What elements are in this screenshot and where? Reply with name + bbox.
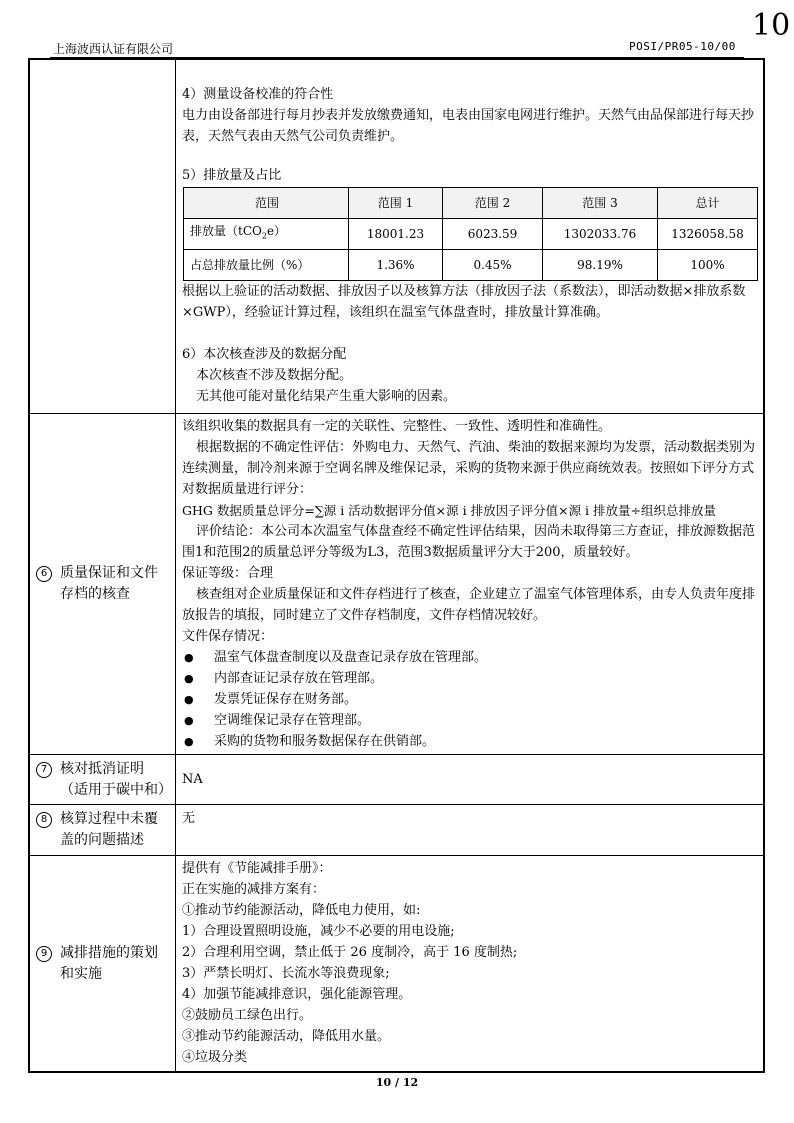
- bullet-text: 发票凭证保存在财务部。: [214, 692, 358, 707]
- section-6-content: [176, 414, 765, 755]
- header-doc-code: POSI/PR05-10/00: [629, 40, 736, 53]
- sec6-file-storage-heading: 文件保存情况：: [182, 629, 274, 644]
- page-footer: 10 / 12: [375, 1076, 419, 1089]
- sec9-line: ①推动节约能源活动，降低电力使用，如:: [182, 903, 421, 918]
- bullet-item: [182, 668, 757, 689]
- row-section-8: [29, 805, 764, 856]
- sec9-line: ③推动节约能源活动，降低用水量。: [182, 1029, 391, 1044]
- sec9-line: 3）严禁长明灯、长流水等浪费现象;: [182, 966, 390, 981]
- bullet-icon: ●: [184, 714, 194, 727]
- sec6-para-6: 核查组对企业质量保证和文件存档进行了核查，企业建立了温室气体管理体系，由专人负责年度排放报告的填报，同时建立了文件存档制度，文件存档情况较好。: [182, 587, 756, 623]
- section-8-number-badge: 8: [36, 812, 52, 828]
- emissions-row: [184, 219, 758, 250]
- sec6-para-1: 该组织收集的数据具有一定的关联性、完整性、一致性、透明性和准确性。: [182, 419, 612, 434]
- emissions-cell: 18001.23: [349, 219, 443, 250]
- section-6-number-badge: 6: [36, 566, 52, 582]
- sec9-line: 正在实施的减排方案有：: [182, 882, 326, 897]
- section-9-label: 减排措施的策划和实施: [60, 944, 158, 982]
- share-cell: 0.45%: [443, 250, 543, 281]
- label-empty: [29, 59, 176, 414]
- sec9-line: ②鼓励员工绿色出行。: [182, 1008, 313, 1023]
- row-continuation: [29, 59, 764, 414]
- row-section-7: [29, 755, 764, 805]
- section-9-label-cell: [29, 856, 176, 1073]
- bullet-text: 温室气体盘查制度以及盘查记录存放在管理部。: [214, 650, 488, 665]
- sec6-para-2: 根据数据的不确定性评估：外购电力、天然气、汽油、柴油的数据来源均为发票，活动数据类别为连续测量，制冷剂来源于空调名牌及维保记录，采购的货物来源于供应商统效表。按照如下评分方式对数据质量进行评分：: [182, 440, 756, 497]
- share-row: [184, 250, 758, 281]
- sec6-assurance-level: 保证等级：合理: [182, 566, 274, 581]
- emissions-header-row: [184, 188, 758, 219]
- section-8-content: [176, 805, 765, 856]
- section-6-label: 质量保证和文件存档的核查: [60, 565, 158, 602]
- sec9-line: 提供有《节能减排手册》：: [182, 861, 332, 876]
- bullet-icon: ●: [184, 651, 194, 664]
- sec6-formula: GHG 数据质量总评分=∑源 i 活动数据评分值×源 i 排放因子评分值×源 i 排放量÷组织总排放量: [182, 503, 716, 518]
- emissions-row-label: [184, 219, 349, 250]
- section-7-content: [176, 755, 765, 805]
- sec8-value: 无: [182, 811, 196, 826]
- section-9-content: [176, 856, 765, 1073]
- emissions-header-cell: 范围 1: [349, 188, 443, 219]
- emissions-cell: 6023.59: [443, 219, 543, 250]
- sec9-line: 4）加强节能减排意识，强化能源管理。: [182, 987, 412, 1002]
- verification-table: [28, 58, 765, 1073]
- emissions-cell: 1326058.58: [658, 219, 758, 250]
- bullet-icon: ●: [184, 672, 194, 685]
- row-section-6: [29, 414, 764, 755]
- bullet-icon: ●: [184, 735, 194, 748]
- section-7-label: 核对抵消证明（适用于碳中和）: [60, 760, 172, 798]
- emissions-label-post: e）: [266, 224, 287, 239]
- bullet-item: [182, 710, 757, 731]
- emissions-header-cell: 范围 3: [543, 188, 658, 219]
- bullet-item: [182, 689, 757, 710]
- section-9-number-badge: 9: [36, 946, 52, 962]
- emissions-header-cell: 总计: [658, 188, 758, 219]
- share-cell: 98.19%: [543, 250, 658, 281]
- bullet-text: 采购的货物和服务数据保存在供销部。: [214, 734, 436, 749]
- h6-line-1: 本次核查不涉及数据分配。: [196, 368, 353, 383]
- sec9-line: 2）合理利用空调，禁止低于 26 度制冷，高于 16 度制热;: [182, 945, 518, 960]
- emissions-header-cell: 范围 2: [443, 188, 543, 219]
- bullet-item: [182, 731, 757, 752]
- after-table-text: 根据以上验证的活动数据、排放因子以及核算方法（排放因子法（系数法），即活动数据×排放系数×GWP），经验证计算过程，该组织在温室气体盘查时，排放量计算准确。: [182, 284, 746, 320]
- share-cell: 1.36%: [349, 250, 443, 281]
- h4-text: 电力由设备部进行每月抄表并发放缴费通知，电表由国家电网进行维护。天然气由品保部进行每天抄表，天然气表由天然气公司负责维护。: [182, 108, 755, 144]
- row-section-9: [29, 856, 764, 1073]
- h4-heading: 4）测量设备校准的符合性: [182, 87, 334, 102]
- section-8-label-cell: [29, 805, 176, 856]
- section-8-label: 核算过程中未覆盖的问题描述: [60, 811, 158, 848]
- section-7-label-cell: [29, 755, 176, 805]
- emissions-header-cell: 范围: [184, 188, 349, 219]
- sec9-line: 1）合理设置照明设施，减少不必要的用电设施;: [182, 924, 455, 939]
- bullet-icon: ●: [184, 693, 194, 706]
- sec9-line: ④垃圾分类: [182, 1050, 248, 1065]
- content-continuation: [176, 59, 765, 414]
- emissions-cell: 1302033.76: [543, 219, 658, 250]
- h5-heading: 5）排放量及占比: [182, 168, 282, 183]
- bullet-item: [182, 647, 757, 668]
- section-7-number-badge: 7: [36, 762, 52, 778]
- header-company: 上海波西认证有限公司: [53, 42, 174, 56]
- emissions-label-sub: 2: [261, 231, 267, 241]
- share-cell: 100%: [658, 250, 758, 281]
- h6-heading: 6）本次核查涉及的数据分配: [182, 347, 347, 362]
- sec7-value: NA: [182, 772, 203, 787]
- share-row-label: 占总排放量比例（%）: [184, 250, 349, 281]
- h6-line-2: 无其他可能对量化结果产生重大影响的因素。: [196, 389, 457, 404]
- bullet-text: 空调维保记录存在管理部。: [214, 713, 371, 728]
- emissions-table: [183, 187, 758, 281]
- header-page-mark: 10: [752, 8, 791, 43]
- sec6-para-4: 评价结论：本公司本次温室气体盘查经不确定性评估结果，因尚未取得第三方查证，排放源数据范围1和范围2的质量总评分等级为L3，范围3数据质量评分大于200，质量较好。: [182, 524, 756, 560]
- emissions-label-pre: 排放量（tCO: [190, 224, 262, 239]
- bullet-text: 内部查证记录存放在管理部。: [214, 671, 384, 686]
- section-6-label-cell: [29, 414, 176, 755]
